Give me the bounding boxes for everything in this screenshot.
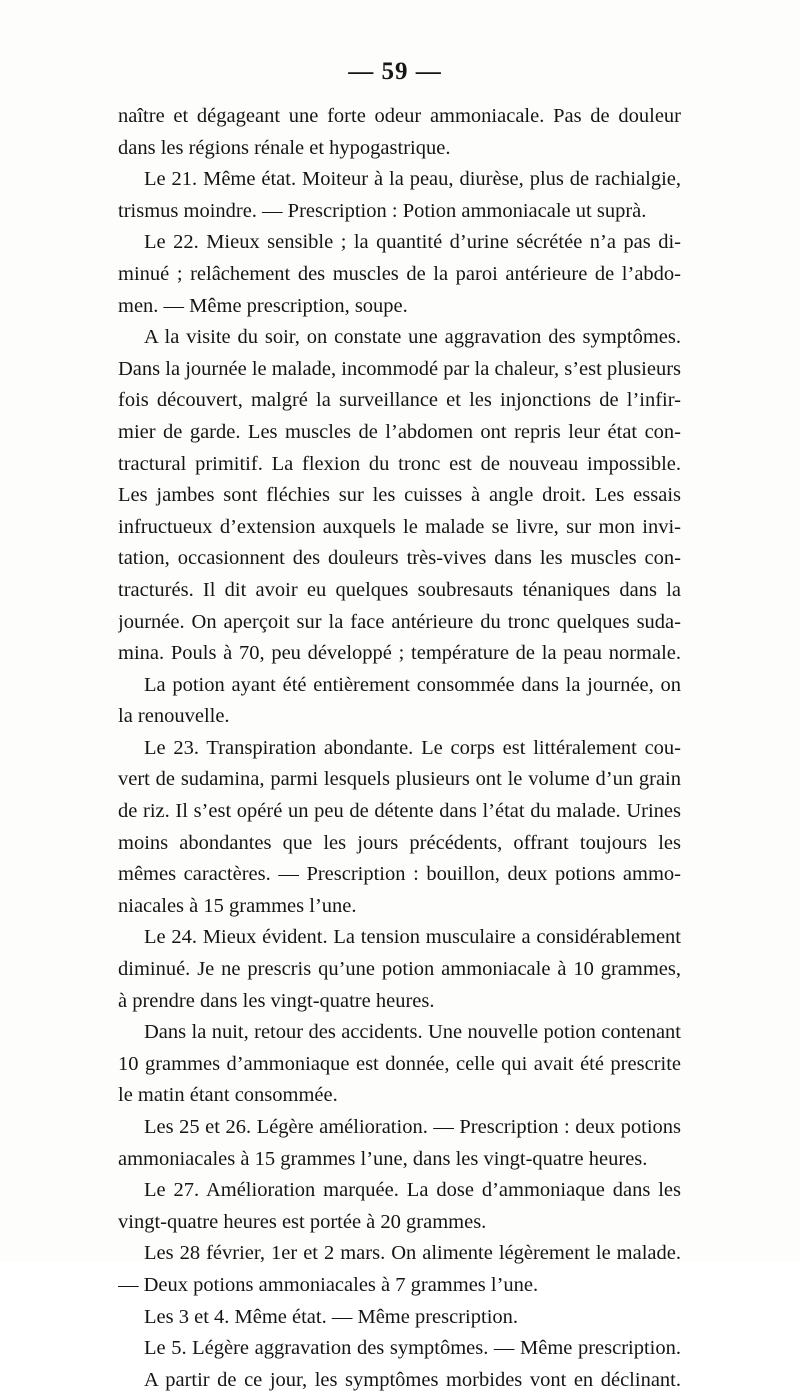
text-line: le matin étant consommée. [118,1084,338,1107]
text-line: A la visite du soir, on constate une aggravation des symptômes. [144,326,681,349]
page-number: — 59 — [348,58,442,85]
text-line: Le 24. Mieux évident. La tension musculaire a considérablement [144,926,681,949]
text-line: Les jambes sont fléchies sur les cuisses à angle droit. Les essais [118,484,681,507]
text-line: Dans la nuit, retour des accidents. Une nouvelle potion contenant [144,1021,681,1044]
text-line: Le 27. Amélioration marquée. La dose d’ammoniaque dans les [144,1179,681,1202]
text-line: Les 25 et 26. Légère amélioration. — Prescription : deux potions [144,1116,681,1138]
text-line: tation, occasionnent des douleurs très-vives dans les muscles con- [118,547,681,570]
text-line: vert de sudamina, parmi lesquels plusieurs ont le volume d’un grain [118,768,681,791]
text-line: fois découvert, malgré la surveillance et les injonctions de l’infir- [118,389,681,412]
text-line: Dans la journée le malade, incommodé par la chaleur, s’est plusieurs [118,357,681,380]
text-line: Les 3 et 4. Même état. — Même prescription. [144,1305,519,1328]
text-line: ammoniacales à 15 grammes l’une, dans les vingt-quatre heures. [118,1147,648,1170]
text-line: vingt-quatre heures est portée à 20 grammes. [118,1210,487,1233]
text-line: dans les régions rénale et hypogastrique. [118,136,451,159]
text-line: naître et dégageant une forte odeur ammoniacale. Pas de douleur [118,105,681,127]
text-line: minué ; relâchement des muscles de la paroi antérieure de l’abdo- [118,262,681,285]
text-line: Le 5. Légère aggravation des symptômes. — Même prescription. [144,1337,681,1360]
text-line: Les 28 février, 1er et 2 mars. On alimente légèrement le malade. [144,1242,681,1265]
text-line: journée. On aperçoit sur la face antérieure du tronc quelques suda- [118,610,681,633]
text-line: trismus moindre. — Prescription : Potion ammoniacale ut suprà. [118,199,647,222]
text-line: La potion ayant été entièrement consommée dans la journée, on [144,673,681,696]
text-line: à prendre dans les vingt-quatre heures. [118,989,435,1012]
text-line: tractural primitif. La flexion du tronc est de nouveau impossible. [118,452,681,475]
text-line: la renouvelle. [118,705,230,728]
text-line: tracturés. Il dit avoir eu quelques soubresauts ténaniques dans la [118,578,681,601]
text-line: Le 23. Transpiration abondante. Le corps est littéralement cou- [144,736,681,759]
text-line: infructueux d’extension auxquels le malade se livre, sur mon invi- [118,515,681,538]
text-line: Le 22. Mieux sensible ; la quantité d’urine sécrétée n’a pas di- [144,231,681,254]
text-line: men. — Même prescription, soupe. [118,294,408,317]
text-line: diminué. Je ne prescris qu’une potion ammoniacale à 10 grammes, [118,958,681,981]
text-line: A partir de ce jour, les symptômes morbides vont en déclinant. [144,1368,681,1391]
text-line: mina. Pouls à 70, peu développé ; température de la peau normale. [118,642,681,665]
text-line: mier de garde. Les muscles de l’abdomen ont repris leur état con- [118,420,681,443]
text-line: de riz. Il s’est opéré un peu de détente dans l’état du malade. Urines [118,800,681,823]
text-line: Le 21. Même état. Moiteur à la peau, diurèse, plus de rachialgie, [144,168,681,191]
text-line: niacales à 15 grammes l’une. [118,894,357,917]
text-line: mêmes caractères. — Prescription : bouillon, deux potions ammo- [118,863,681,886]
body-text [118,101,681,1396]
text-line: moins abondantes que les jours précédents, offrant toujours les [118,831,681,854]
text-line: 10 grammes d’ammoniaque est donnée, celle qui avait été prescrite [118,1052,681,1075]
text-line: — Deux potions ammoniacales à 7 grammes l’une. [118,1273,539,1296]
